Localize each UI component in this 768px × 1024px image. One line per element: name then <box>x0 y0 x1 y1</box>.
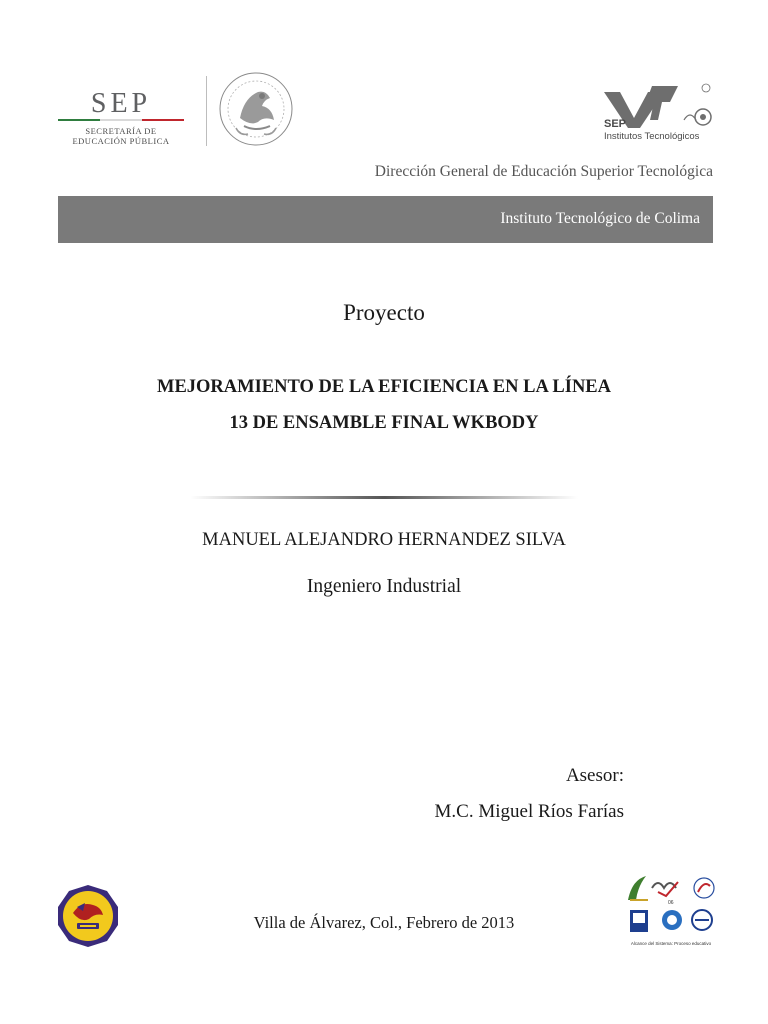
title-divider <box>190 496 578 499</box>
cert-badge-text: 06 <box>668 900 674 906</box>
place-and-date: Villa de Álvarez, Col., Febrero de 2013 <box>253 913 515 932</box>
institute-banner <box>58 196 713 243</box>
institute-name: Instituto Tecnológico de Colima <box>500 210 700 227</box>
itc-seal-icon <box>55 883 121 949</box>
advisor-name: M.C. Miguel Ríos Farías <box>434 801 624 822</box>
career-name: Ingeniero Industrial <box>306 576 462 597</box>
document-type: Proyecto <box>343 300 425 325</box>
advisor-label: Asesor: <box>565 765 624 786</box>
cert-caption: Alcance del Sistema: Proceso educativo <box>630 941 712 946</box>
sep-logo-line1: SECRETARÍA DE <box>85 126 157 136</box>
certification-logos-icon <box>624 870 718 950</box>
document-title-line2: 13 DE ENSAMBLE FINAL WKBODY <box>229 413 539 433</box>
institutos-tecnologicos-logo <box>600 80 718 148</box>
it-logo-name: Institutos Tecnológicos <box>604 131 700 142</box>
sep-logo-color-bar <box>58 119 184 121</box>
directorate-heading: Dirección General de Educación Superior Tecnológica <box>374 163 713 180</box>
author-name: MANUEL ALEJANDRO HERNANDEZ SILVA <box>202 530 566 550</box>
sep-logo-line2: EDUCACIÓN PÚBLICA <box>72 136 170 146</box>
sep-logo <box>58 88 188 148</box>
mexican-seal-icon <box>214 70 298 148</box>
logo-divider <box>206 76 207 146</box>
sep-logo-word: SEP <box>90 88 152 119</box>
document-title-line1: MEJORAMIENTO DE LA EFICIENCIA EN LA LÍNEA <box>156 377 612 397</box>
it-logo-sep: SEP <box>604 118 627 130</box>
